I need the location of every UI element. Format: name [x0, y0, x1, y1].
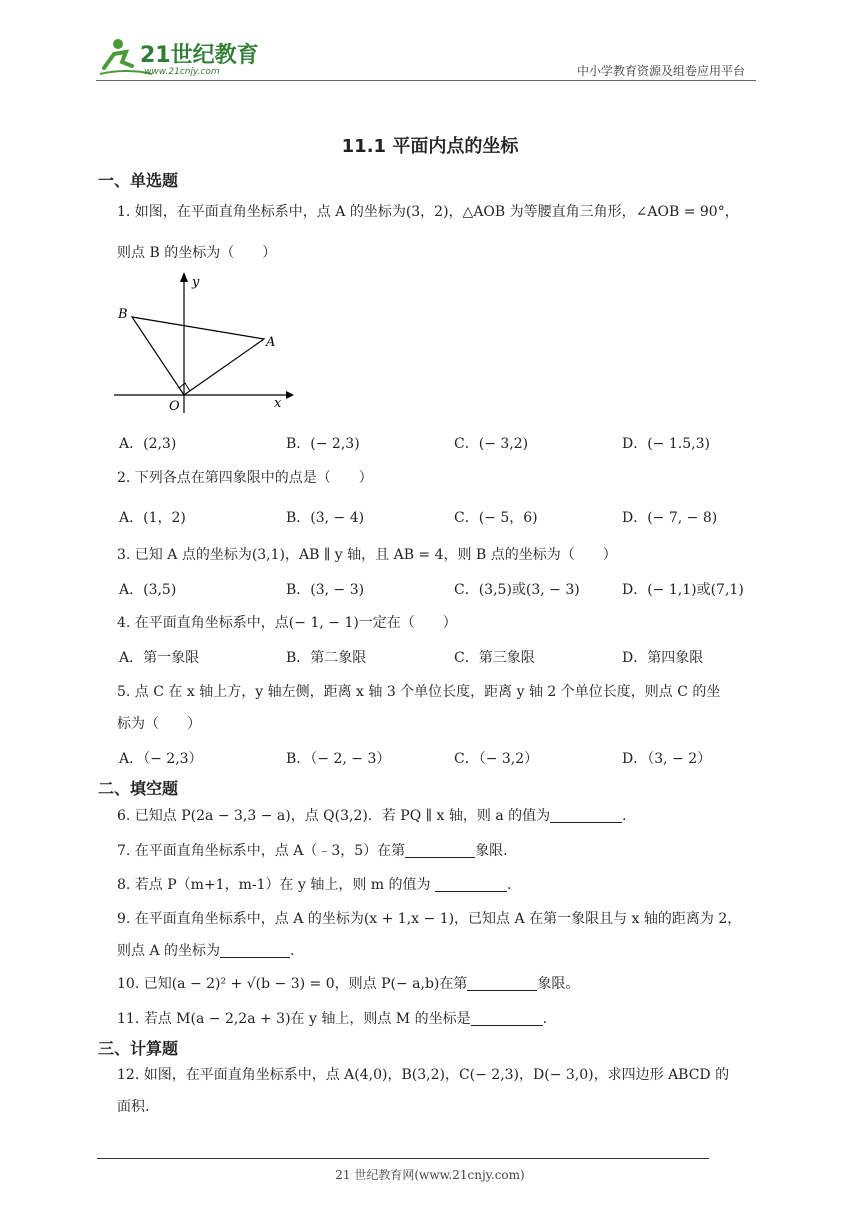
q6-line — [117, 805, 636, 825]
q2-option-d: D．(− 7, − 8) — [622, 510, 718, 526]
q1-option-d: D．(− 1.5,3) — [622, 436, 710, 452]
q9-line2 — [117, 940, 294, 960]
q3-line1: 3. 已知 A 点的坐标为(3,1)，AB ∥ y 轴，且 AB = 4，则 B 点的坐标为（ ） — [117, 547, 617, 563]
q1-option-a: A．(2,3) — [119, 436, 177, 452]
q10-line — [117, 973, 579, 993]
site-logo — [96, 34, 266, 78]
header-divider — [96, 80, 756, 81]
q5-option-d: D．（3, − 2） — [622, 751, 712, 767]
section-heading-1: 一、单选题 — [98, 171, 179, 190]
label-a: A — [266, 335, 276, 350]
triangle-aob — [132, 317, 264, 395]
q4-option-d: D．第四象限 — [622, 650, 704, 666]
header-platform-text: 中小学教育资源及组卷应用平台 — [577, 64, 746, 78]
label-y: y — [192, 275, 200, 290]
logo-text: 21世纪教育 — [140, 43, 259, 68]
footer-text: 21 世纪教育网(www.21cnjy.com) — [335, 1168, 525, 1182]
q9-answer-blank[interactable] — [220, 943, 290, 958]
q10-text: 10. 已知(a − 2)² + √(b − 3) = 0，则点 P(− a,b)在第 — [117, 976, 468, 992]
q9-text2: 则点 A 的坐标为 — [117, 943, 221, 959]
page-title: 11.1 平面内点的坐标 — [341, 136, 519, 157]
q11-answer-blank[interactable] — [471, 1011, 543, 1026]
q9-line1: 9. 在平面直角坐标系中，点 A 的坐标为(x + 1,x − 1)，已知点 A 在第一象限且与 x 轴的距离为 2， — [117, 911, 742, 927]
q1-figure — [108, 268, 298, 418]
q6-answer-blank[interactable] — [550, 808, 622, 823]
q1-option-c: C．(− 3,2) — [454, 436, 529, 452]
q6-end: ． — [622, 808, 637, 824]
q4-line1: 4. 在平面直角坐标系中，点(− 1, − 1)一定在（ ） — [117, 615, 457, 631]
q4-option-c: C．第三象限 — [454, 650, 535, 666]
q8-answer-blank[interactable] — [435, 877, 507, 892]
q5-line2: 标为（ ） — [117, 716, 201, 732]
q11-end: . — [542, 1011, 548, 1027]
q5-option-c: C．（− 3,2） — [454, 751, 539, 767]
label-o: O — [169, 399, 180, 414]
q1-option-b: B．(− 2,3) — [286, 436, 360, 452]
q4-option-b: B．第二象限 — [286, 650, 367, 666]
q1-line2: 则点 B 的坐标为（ ） — [117, 245, 277, 261]
q8-end: . — [506, 877, 512, 893]
q7-line — [117, 840, 508, 860]
q3-option-d: D．(− 1,1)或(7,1) — [622, 582, 744, 598]
footer-divider — [97, 1158, 709, 1159]
q2-option-b: B．(3, − 4) — [286, 510, 365, 526]
q3-option-c: C．(3,5)或(3, − 3) — [454, 582, 580, 598]
q12-line2: 面积. — [117, 1099, 150, 1115]
q10-end: 象限。 — [537, 976, 580, 992]
section-heading-3: 三、计算题 — [98, 1039, 179, 1058]
q2-option-a: A．(1，2) — [119, 510, 186, 526]
y-axis-arrow — [180, 272, 188, 282]
label-x: x — [274, 396, 282, 411]
q2-line1: 2. 下列各点在第四象限中的点是（ ） — [117, 470, 373, 486]
q8-text: 8. 若点 P（m+1，m-1）在 y 轴上，则 m 的值为 — [117, 877, 435, 893]
q11-text: 11. 若点 M(a − 2,2a + 3)在 y 轴上，则点 M 的坐标是 — [117, 1011, 471, 1027]
q8-line — [117, 874, 511, 894]
q4-option-a: A．第一象限 — [119, 650, 200, 666]
logo-url: www.21cnjy.com — [144, 67, 220, 77]
label-b: B — [118, 307, 128, 322]
q12-line1: 12. 如图，在平面直角坐标系中，点 A(4,0)，B(3,2)，C(− 2,3)，D(− 3,0)，求四边形 ABCD 的 — [117, 1067, 730, 1083]
q11-line — [117, 1008, 547, 1028]
q7-answer-blank[interactable] — [405, 843, 475, 858]
q5-line1: 5. 点 C 在 x 轴上方，y 轴左侧，距离 x 轴 3 个单位长度，距离 y 轴 2 个单位长度，则点 C 的坐 — [117, 684, 721, 700]
q2-option-c: C．(− 5，6) — [454, 510, 538, 526]
q7-end: 象限. — [475, 843, 508, 859]
q1-line1: 1. 如图，在平面直角坐标系中，点 A 的坐标为(3，2)，△AOB 为等腰直角三角形，∠AOB = 90°， — [117, 204, 739, 220]
x-axis-arrow — [286, 391, 294, 399]
q9-end: . — [290, 943, 295, 959]
q3-option-a: A．(3,5) — [119, 582, 177, 598]
q6-text: 6. 已知点 P(2a − 3,3 − a)，点 Q(3,2)．若 PQ ∥ x 轴，则 a 的值为 — [117, 808, 551, 824]
q3-option-b: B．(3, − 3) — [286, 582, 365, 598]
section-heading-2: 二、填空题 — [98, 779, 179, 798]
q7-text: 7. 在平面直角坐标系中，点 A（﹣3，5）在第 — [117, 843, 406, 859]
q10-answer-blank[interactable] — [467, 976, 537, 991]
q5-option-a: A．（− 2,3） — [119, 751, 203, 767]
q5-option-b: B．（− 2, − 3） — [286, 751, 391, 767]
